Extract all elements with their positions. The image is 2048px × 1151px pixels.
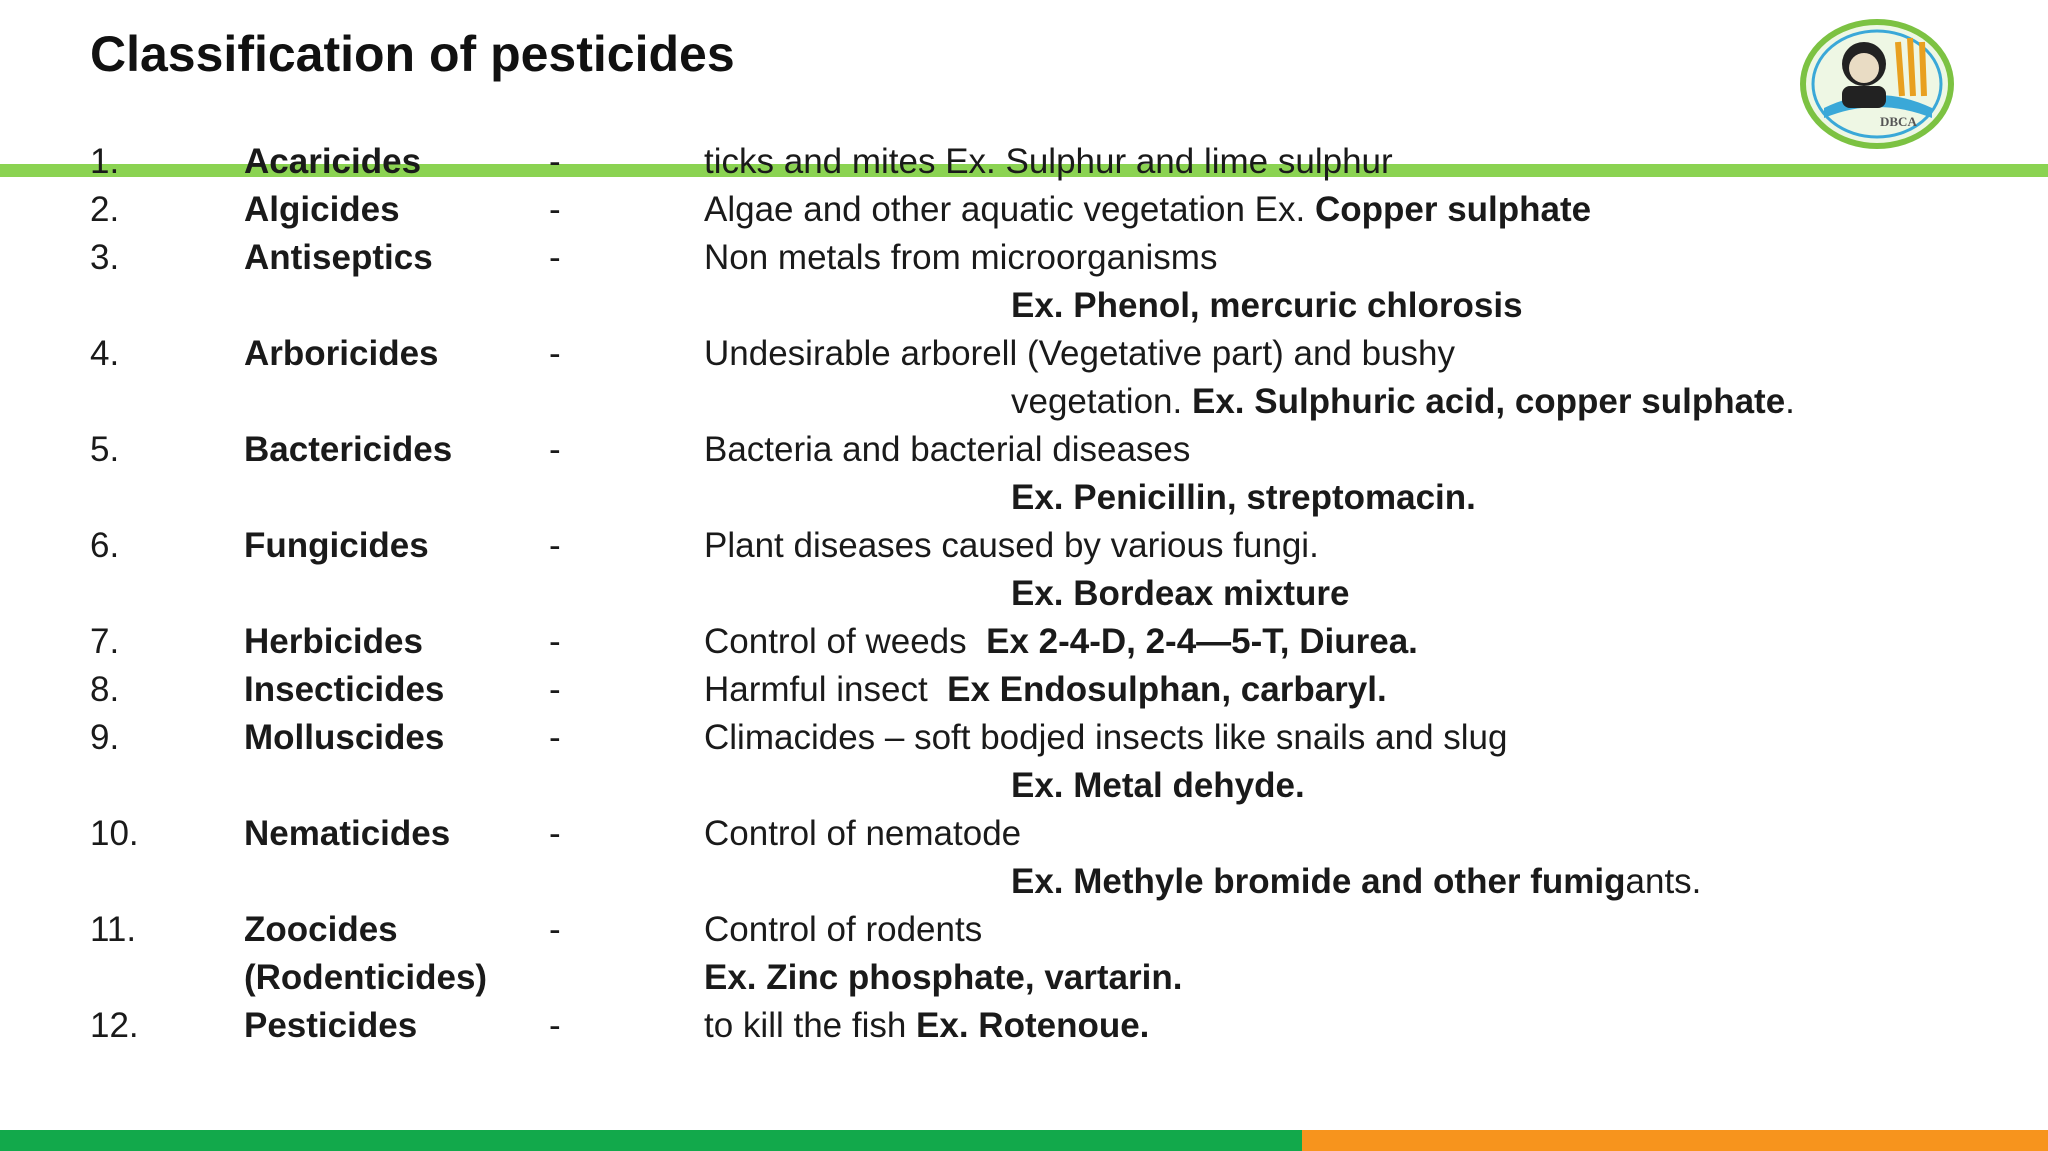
item-name: Fungicides bbox=[244, 526, 429, 565]
item-dash: - bbox=[549, 190, 561, 229]
item-number: 7. bbox=[90, 622, 120, 661]
example-tail: . bbox=[1785, 382, 1795, 421]
item-description: Bacteria and bacterial diseases bbox=[704, 430, 1191, 469]
item-description: Climacides – soft bodjed insects like snails and slug bbox=[704, 718, 1508, 757]
item-number: 3. bbox=[90, 238, 120, 277]
item-name: Bactericides bbox=[244, 430, 453, 469]
item-dash: - bbox=[549, 910, 561, 949]
item-example: Ex. Metal dehyde. bbox=[1011, 766, 1305, 805]
item-example bbox=[1011, 858, 1701, 906]
item-name: Arboricides bbox=[244, 334, 439, 373]
description-text: Control of weeds bbox=[704, 622, 987, 661]
item-example bbox=[1011, 378, 1795, 426]
item-name: Pesticides bbox=[244, 1006, 418, 1045]
item-name: Molluscides bbox=[244, 718, 445, 757]
item-description bbox=[704, 186, 1591, 234]
item-description: Plant diseases caused by various fungi. bbox=[704, 526, 1319, 565]
example-text: Ex. Methyle bromide and other fumig bbox=[1011, 862, 1626, 901]
item-dash: - bbox=[549, 526, 561, 565]
item-number: 12. bbox=[90, 1006, 139, 1045]
example-text: Ex Endosulphan, carbaryl. bbox=[947, 670, 1387, 709]
item-example: Ex. Zinc phosphate, vartarin. bbox=[704, 958, 1183, 997]
item-description: Non metals from microorganisms bbox=[704, 238, 1218, 277]
item-description: Control of nematode bbox=[704, 814, 1022, 853]
example-text: Copper sulphate bbox=[1314, 190, 1592, 229]
item-name: Insecticides bbox=[244, 670, 445, 709]
item-dash: - bbox=[549, 430, 561, 469]
footer-bar-green bbox=[0, 1130, 1302, 1151]
item-number: 9. bbox=[90, 718, 120, 757]
item-number: 1. bbox=[90, 142, 120, 181]
example-lead: vegetation. bbox=[1011, 382, 1192, 421]
slide-title: Classification of pesticides bbox=[90, 26, 735, 82]
item-number: 10. bbox=[90, 814, 139, 853]
item-number: 4. bbox=[90, 334, 120, 373]
item-dash: - bbox=[549, 334, 561, 373]
item-number: 8. bbox=[90, 670, 120, 709]
item-dash: - bbox=[549, 1006, 561, 1045]
college-logo bbox=[1798, 12, 1956, 150]
item-example: Ex. Phenol, mercuric chlorosis bbox=[1011, 286, 1523, 325]
footer-bar-orange bbox=[1302, 1130, 2048, 1151]
item-name: Antiseptics bbox=[244, 238, 433, 277]
item-dash: - bbox=[549, 238, 561, 277]
description-text: Algae and other aquatic vegetation Ex. bbox=[704, 190, 1315, 229]
item-name: Algicides bbox=[244, 190, 400, 229]
item-name: Herbicides bbox=[244, 622, 423, 661]
example-tail: ants. bbox=[1625, 862, 1702, 901]
description-text: Harmful insect bbox=[704, 670, 948, 709]
item-name: Nematicides bbox=[244, 814, 451, 853]
item-name: Zoocides bbox=[244, 910, 398, 949]
item-dash: - bbox=[549, 622, 561, 661]
item-number: 2. bbox=[90, 190, 120, 229]
item-dash: - bbox=[549, 718, 561, 757]
item-example: Ex. Bordeax mixture bbox=[1011, 574, 1350, 613]
item-dash: - bbox=[549, 670, 561, 709]
item-dash: - bbox=[549, 142, 561, 181]
item-example: Ex. Penicillin, streptomacin. bbox=[1011, 478, 1476, 517]
item-number: 11. bbox=[90, 910, 137, 949]
logo-text: DBCA bbox=[1880, 114, 1917, 129]
description-text: to kill the fish bbox=[704, 1006, 917, 1045]
item-name-alt: (Rodenticides) bbox=[244, 958, 488, 997]
item-description: Undesirable arborell (Vegetative part) and bushy bbox=[704, 334, 1455, 373]
item-description: Control of rodents bbox=[704, 910, 983, 949]
example-text: Ex. Rotenoue. bbox=[916, 1006, 1150, 1045]
example-text: Ex 2-4-D, 2-4—5-T, Diurea. bbox=[986, 622, 1418, 661]
item-dash: - bbox=[549, 814, 561, 853]
item-number: 5. bbox=[90, 430, 120, 469]
item-description bbox=[704, 1002, 1149, 1050]
item-description bbox=[704, 618, 1418, 666]
item-number: 6. bbox=[90, 526, 120, 565]
item-description bbox=[704, 666, 1387, 714]
item-name: Acaricides bbox=[244, 142, 422, 181]
example-text: Ex. Sulphuric acid, copper sulphate bbox=[1191, 382, 1786, 421]
item-description: ticks and mites Ex. Sulphur and lime sulphur bbox=[704, 142, 1393, 181]
